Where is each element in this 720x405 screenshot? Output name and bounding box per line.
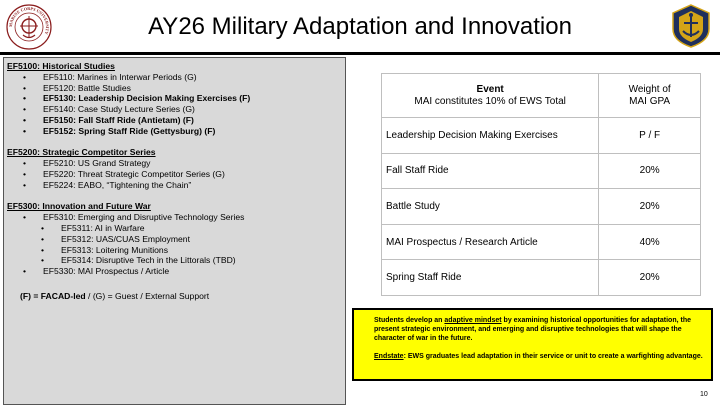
list-item: • EF5330: MAI Prospectus / Article: [23, 266, 170, 277]
weight-cell: 20%: [599, 153, 701, 189]
callout-endstate: Endstate: EWS graduates lead adaptation in their service or unit to create a warfighting advantage.: [374, 352, 703, 360]
mcu-seal-logo: [6, 4, 52, 50]
list-item: • EF5312: UAS/CUAS Employment: [41, 233, 190, 244]
course-list-panel: [3, 57, 346, 405]
list-item: • EF5314: Disruptive Tech in the Littorals (TBD): [41, 255, 236, 266]
event-cell: Leadership Decision Making Exercises: [382, 118, 599, 154]
list-item: • EF5224: EABO, “Tightening the Chain”: [23, 179, 192, 190]
mai-weights-table: [381, 73, 701, 296]
weight-cell: P / F: [599, 118, 701, 154]
weight-cell: 20%: [599, 260, 701, 296]
legend-note: (F) = FACAD-led / (G) = Guest / External Support: [20, 290, 210, 301]
table-header-row: [382, 74, 701, 118]
weight-cell: 40%: [599, 224, 701, 260]
list-item: • EF5150: Fall Staff Ride (Antietam) (F): [23, 114, 194, 125]
section-heading-ef5200: EF5200: Strategic Competitor Series: [7, 147, 156, 158]
ews-crest-logo: [668, 3, 714, 49]
seal-text: MARINE CORPS UNIVERSITY: [7, 5, 51, 36]
event-cell: Fall Staff Ride: [382, 153, 599, 189]
table-row: [382, 153, 701, 189]
list-item: • EF5313: Loitering Munitions: [41, 244, 169, 255]
list-item: • EF5210: US Grand Strategy: [23, 158, 151, 169]
list-item: • EF5140: Case Study Lecture Series (G): [23, 104, 195, 115]
event-cell: Battle Study: [382, 189, 599, 225]
page-title: AY26 Military Adaptation and Innovation: [148, 13, 572, 40]
list-item: • EF5110: Marines in Interwar Periods (G): [23, 71, 197, 82]
table-row: [382, 260, 701, 296]
list-item: • EF5130: Leadership Decision Making Exercises (F): [23, 93, 251, 104]
header-event: Event MAI constitutes 10% of EWS Total: [382, 74, 599, 118]
header-weight: Weight of MAI GPA: [599, 74, 701, 118]
section-heading-ef5300: EF5300: Innovation and Future War: [7, 201, 151, 212]
title-divider: [0, 52, 720, 55]
list-item: • EF5120: Battle Studies: [23, 82, 131, 93]
table-row: [382, 224, 701, 260]
callout-objective: Students develop an adaptive mindset by examining historical opportunities for adaptation, the present strategic environment, and emerging and disruptive technologies that will shape the character of war in the future.: [374, 317, 692, 343]
objective-callout: [352, 308, 713, 381]
list-item: • EF5310: Emerging and Disruptive Technology Series: [23, 212, 245, 223]
list-item: • EF5152: Spring Staff Ride (Gettysburg) (F): [23, 125, 216, 136]
event-cell: Spring Staff Ride: [382, 260, 599, 296]
list-item: • EF5220: Threat Strategic Competitor Series (G): [23, 168, 225, 179]
weight-cell: 20%: [599, 189, 701, 225]
page-number: 10: [700, 391, 708, 398]
list-item: • EF5311: AI in Warfare: [41, 222, 145, 233]
table-row: [382, 189, 701, 225]
event-cell: MAI Prospectus / Research Article: [382, 224, 599, 260]
table-row: [382, 118, 701, 154]
section-heading-ef5100: EF5100: Historical Studies: [7, 61, 115, 71]
course-list: [7, 61, 250, 302]
